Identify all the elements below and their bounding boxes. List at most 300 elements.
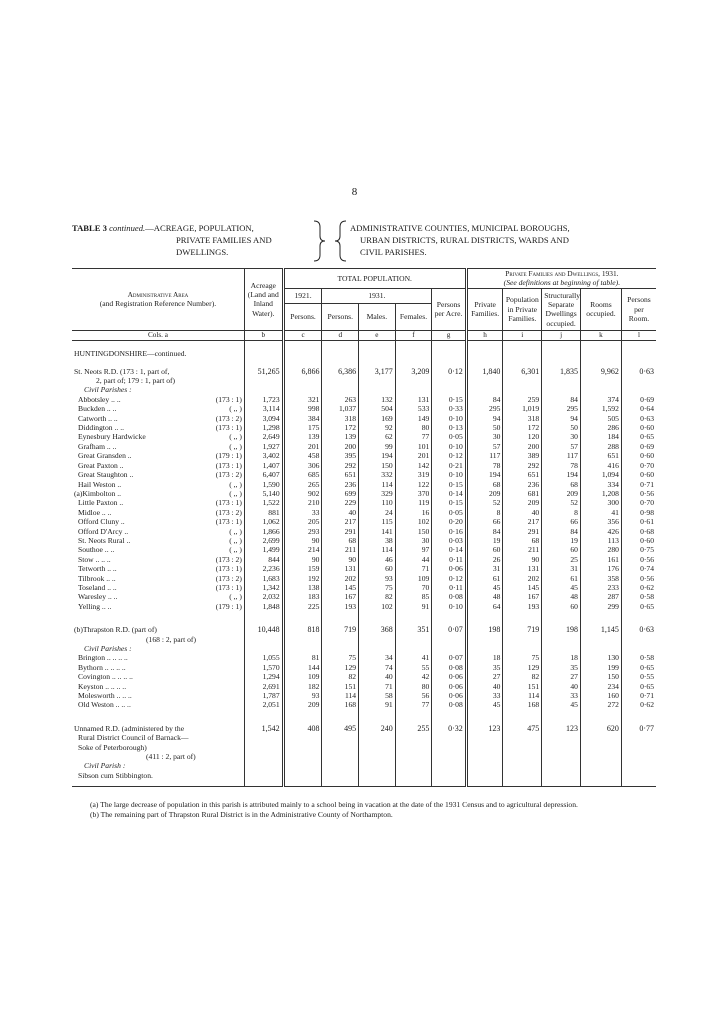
cell: 44 <box>395 555 432 564</box>
cell: 159 <box>283 564 322 573</box>
cell: 64 <box>466 602 503 611</box>
cell: 844 <box>244 555 283 564</box>
cell: 38 <box>359 536 396 545</box>
cell: 292 <box>503 461 542 470</box>
parish-row <box>72 682 656 691</box>
cell: 176 <box>580 564 621 573</box>
cell: 35 <box>466 663 503 672</box>
cell: 84 <box>466 395 503 404</box>
unnamed-row2 <box>72 733 656 742</box>
cell: 129 <box>503 663 542 672</box>
cell: 19 <box>542 536 581 545</box>
parish-name-cell <box>72 672 244 681</box>
cell: 0·61 <box>621 517 656 526</box>
cell: 0·60 <box>621 451 656 460</box>
registration-ref: ( ,, ) <box>229 479 242 489</box>
parish-name-cell <box>72 682 244 691</box>
header-pop-in-pf: Population in Private Families. <box>503 288 542 330</box>
col-i: i <box>503 330 542 340</box>
cell: 229 <box>322 498 359 507</box>
cell: 130 <box>580 653 621 662</box>
cell: 200 <box>322 442 359 451</box>
header-females: Females. <box>395 303 432 330</box>
parish-row <box>72 451 656 460</box>
cell: 389 <box>503 451 542 460</box>
cell: 0·69 <box>621 395 656 404</box>
cell: 0·08 <box>432 700 466 709</box>
col-k: k <box>580 330 621 340</box>
cell: 141 <box>359 527 396 536</box>
footnote-b: (b) The remaining part of Thrapston Rural District is in the Administrative County of Northampton. <box>90 810 393 819</box>
cell: 34 <box>359 653 396 662</box>
leader-dots: .. .. <box>109 394 121 404</box>
st-neots-parishes-label-row <box>72 385 656 394</box>
registration-ref: ( ,, ) <box>229 404 242 414</box>
cell: 84 <box>466 527 503 536</box>
cell: 40 <box>503 508 542 517</box>
cell: 300 <box>580 498 621 507</box>
cell: 202 <box>322 574 359 583</box>
parish-name: Brington <box>78 653 106 663</box>
header-area-line1: Administrative Area <box>127 290 189 299</box>
cell: 351 <box>395 625 432 634</box>
parish-name: Bythorn <box>78 662 103 672</box>
cell: 0·56 <box>621 555 656 564</box>
unnamed-line4: (411 : 2, part of) <box>146 752 196 762</box>
cell: 719 <box>322 625 359 634</box>
parish-row <box>72 564 656 573</box>
cell: 358 <box>580 574 621 583</box>
registration-ref: ( ,, ) <box>229 488 242 498</box>
cell: 3,114 <box>244 404 283 413</box>
cell: 114 <box>322 691 359 700</box>
cell: 168 <box>503 700 542 709</box>
cell: 318 <box>503 414 542 423</box>
cell: 78 <box>466 461 503 470</box>
cell: 61 <box>542 574 581 583</box>
cell: 329 <box>359 489 396 498</box>
cell: 109 <box>283 672 322 681</box>
cell: 60 <box>466 545 503 554</box>
cell: 58 <box>359 691 396 700</box>
parish-name: Great Gransden <box>78 451 126 461</box>
cell: 217 <box>503 517 542 526</box>
cell: 94 <box>466 414 503 423</box>
unnamed-row4 <box>72 752 656 761</box>
cell: 18 <box>542 653 581 662</box>
cell: 0·06 <box>432 672 466 681</box>
cell: 319 <box>395 470 432 479</box>
cell: 2,236 <box>244 564 283 573</box>
cell: 0·12 <box>432 451 466 460</box>
cell: 161 <box>580 555 621 564</box>
unnamed-parish: Sibson cum Stibbington. <box>78 770 153 780</box>
parish-row <box>72 395 656 404</box>
footnotes <box>90 800 660 820</box>
registration-ref: (173 : 2) <box>215 573 242 583</box>
registration-ref: (173 : 1) <box>215 394 242 404</box>
cell: 33 <box>466 691 503 700</box>
unnamed-row5 <box>72 761 656 770</box>
cell: 42 <box>395 672 432 681</box>
cell: 160 <box>580 691 621 700</box>
cell: 0·10 <box>432 470 466 479</box>
cell: 117 <box>466 451 503 460</box>
cell: 395 <box>322 451 359 460</box>
cell: 193 <box>322 602 359 611</box>
parish-name-cell <box>72 555 244 564</box>
cell: 533 <box>395 404 432 413</box>
cell: 259 <box>503 395 542 404</box>
parish-name-cell <box>72 691 244 700</box>
cell: 374 <box>580 395 621 404</box>
county-heading: HUNTINGDONSHIRE—continued. <box>74 349 187 359</box>
cell: 1,866 <box>244 527 283 536</box>
cell: 75 <box>359 583 396 592</box>
cell: 0·12 <box>432 367 466 376</box>
leader-dots: .. .. <box>105 441 117 451</box>
cell: 172 <box>322 423 359 432</box>
cell: 52 <box>466 498 503 507</box>
parish-row <box>72 461 656 470</box>
cell: 426 <box>580 527 621 536</box>
cell: 0·71 <box>621 480 656 489</box>
cell: 71 <box>395 564 432 573</box>
cell: 41 <box>395 653 432 662</box>
registration-ref: (173 : 1) <box>215 460 242 470</box>
header-private-families <box>466 269 656 289</box>
cell: 62 <box>359 432 396 441</box>
parish-row <box>72 653 656 662</box>
cell: 0·64 <box>621 404 656 413</box>
cell: 84 <box>542 395 581 404</box>
parish-name-cell <box>72 480 244 489</box>
cell: 0·08 <box>432 663 466 672</box>
header-1931: 1931. <box>322 288 432 303</box>
cell: 149 <box>395 414 432 423</box>
unnamed-row6 <box>72 771 656 780</box>
cell: 0·08 <box>432 592 466 601</box>
cell: 0·07 <box>432 625 466 634</box>
cell: 902 <box>283 489 322 498</box>
cell: 681 <box>503 489 542 498</box>
parish-name-cell <box>72 700 244 709</box>
cell: 77 <box>395 700 432 709</box>
cell: 81 <box>283 653 322 662</box>
cell: 1,019 <box>503 404 542 413</box>
cell: 92 <box>359 423 396 432</box>
cell: 40 <box>322 508 359 517</box>
cell: 299 <box>580 602 621 611</box>
cell: 40 <box>542 682 581 691</box>
leader-dots: .. <box>124 535 131 545</box>
cell: 3,094 <box>244 414 283 423</box>
st-neots-name-line2: 2, part of; 179 : 1, part of) <box>96 376 176 386</box>
cell: 0·11 <box>432 583 466 592</box>
cell: 0·05 <box>432 432 466 441</box>
cell: 1,037 <box>322 404 359 413</box>
header-pf: Private Families. <box>466 288 503 330</box>
cell: 0·16 <box>432 527 466 536</box>
cell: 1,294 <box>244 672 283 681</box>
cell: 10,448 <box>244 625 283 634</box>
cell: 68 <box>542 480 581 489</box>
cell: 1,062 <box>244 517 283 526</box>
cell: 2,699 <box>244 536 283 545</box>
cell: 0·15 <box>432 480 466 489</box>
cell: 139 <box>283 432 322 441</box>
cell: 288 <box>580 442 621 451</box>
cell: 0·07 <box>432 653 466 662</box>
cell: 85 <box>395 592 432 601</box>
cell: 139 <box>322 432 359 441</box>
cell: 211 <box>322 545 359 554</box>
cell: 0·15 <box>432 498 466 507</box>
cell: 0·65 <box>621 432 656 441</box>
cell: 3,209 <box>395 367 432 376</box>
parish-row <box>72 489 656 498</box>
cell: 91 <box>359 700 396 709</box>
cell: 201 <box>395 451 432 460</box>
header-persons-1921: Persons. <box>283 303 322 330</box>
cell: 0·62 <box>621 583 656 592</box>
parish-row <box>72 498 656 507</box>
cell: 168 <box>322 700 359 709</box>
leader-dots: .. .. <box>104 573 116 583</box>
cell: 41 <box>580 508 621 517</box>
cell: 205 <box>283 517 322 526</box>
cell: 90 <box>283 555 322 564</box>
cell: 225 <box>283 602 322 611</box>
registration-ref: (173 : 2) <box>215 470 242 480</box>
parish-name-cell <box>72 602 244 611</box>
cell: 9,962 <box>580 367 621 376</box>
cell: 30 <box>395 536 432 545</box>
cell: 50 <box>542 423 581 432</box>
cell: 198 <box>542 625 581 634</box>
cell: 0·74 <box>621 564 656 573</box>
parish-row <box>72 404 656 413</box>
parish-name-cell <box>72 545 244 554</box>
title-left-text1: —ACREAGE, POPULATION, <box>145 223 254 233</box>
col-a: Cols. a <box>72 330 244 340</box>
cell: 183 <box>283 592 322 601</box>
cell: 31 <box>466 564 503 573</box>
col-h: h <box>466 330 503 340</box>
cell: 175 <box>283 423 322 432</box>
cell: 0·32 <box>432 724 466 733</box>
end-row <box>72 780 656 787</box>
cell: 97 <box>395 545 432 554</box>
thrapston-name-line2: (168 : 2, part of) <box>146 634 196 644</box>
parish-name-cell <box>72 498 244 507</box>
thrapston-name-row2 <box>72 635 656 644</box>
title-brace <box>312 218 348 264</box>
parish-name-cell <box>72 442 244 451</box>
st-neots-civil-parishes-label: Civil Parishes : <box>84 385 132 395</box>
parish-name: (a)Kimbolton <box>74 488 116 498</box>
leader-dots: .. <box>115 488 122 498</box>
cell: 2,032 <box>244 592 283 601</box>
cell: 60 <box>542 602 581 611</box>
cell: 1,094 <box>580 470 621 479</box>
cell: 255 <box>395 724 432 733</box>
cell: 114 <box>503 691 542 700</box>
cell: 123 <box>466 724 503 733</box>
cell: 194 <box>466 470 503 479</box>
parish-name: Midloe <box>78 507 100 517</box>
parish-name: Tetworth <box>78 564 106 574</box>
cell: 57 <box>466 442 503 451</box>
cell: 209 <box>503 498 542 507</box>
cell: 295 <box>542 404 581 413</box>
parish-row <box>72 663 656 672</box>
parish-name: Keyston <box>78 681 104 691</box>
parish-row <box>72 423 656 432</box>
cell: 292 <box>322 461 359 470</box>
header-area-line2: (and Registration Reference Number). <box>99 299 217 309</box>
cell: 233 <box>580 583 621 592</box>
col-l: l <box>621 330 656 340</box>
cell: 0·65 <box>621 663 656 672</box>
parish-name: Hail Weston <box>78 479 116 489</box>
leader-dots: .. .. <box>106 592 118 602</box>
cell: 1,840 <box>466 367 503 376</box>
cell: 0·06 <box>432 691 466 700</box>
cell: 114 <box>359 480 396 489</box>
parish-name: Little Paxton <box>78 498 118 508</box>
cell: 150 <box>395 527 432 536</box>
cell: 0·06 <box>432 564 466 573</box>
cell: 0·14 <box>432 489 466 498</box>
parish-name-cell <box>72 432 244 441</box>
cell: 998 <box>283 404 322 413</box>
cell: 117 <box>542 451 581 460</box>
cell: 8 <box>466 508 503 517</box>
parish-name-cell <box>72 489 244 498</box>
cell: 6,301 <box>503 367 542 376</box>
cell: 0·55 <box>621 672 656 681</box>
cell: 0·33 <box>432 404 466 413</box>
parish-name: Great Paxton <box>78 460 118 470</box>
cell: 286 <box>580 423 621 432</box>
title-left-line3: DWELLINGS. <box>176 247 229 257</box>
cell: 167 <box>322 592 359 601</box>
header-area <box>72 269 244 331</box>
cell: 66 <box>542 517 581 526</box>
cell: 0·70 <box>621 498 656 507</box>
thrapston-total-row <box>72 625 656 634</box>
cell: 99 <box>359 442 396 451</box>
registration-ref: (173 : 1) <box>215 582 242 592</box>
cell: 30 <box>542 432 581 441</box>
cell: 194 <box>359 451 396 460</box>
col-b: b <box>244 330 283 340</box>
cell: 115 <box>359 517 396 526</box>
header-persons-1931: Persons. <box>322 303 359 330</box>
cell: 6,407 <box>244 470 283 479</box>
thrapston-parishes-label-row <box>72 644 656 653</box>
cell: 0·13 <box>432 423 466 432</box>
registration-ref: (173 : 1) <box>215 498 242 508</box>
header-acreage: Acreage (Land and Inland Water). <box>244 269 283 331</box>
cell: 0·60 <box>621 423 656 432</box>
leader-dots: .. .. .. <box>113 700 131 710</box>
cell: 30 <box>466 432 503 441</box>
leader-dots: .. .. <box>102 545 115 555</box>
cell: 60 <box>359 564 396 573</box>
cell: 818 <box>283 625 322 634</box>
leader-dots: .. .. <box>105 404 117 414</box>
cell: 0·56 <box>621 489 656 498</box>
cell: 384 <box>283 414 322 423</box>
cell: 1,342 <box>244 583 283 592</box>
registration-ref: ( ,, ) <box>229 545 242 555</box>
cell: 8 <box>542 508 581 517</box>
leader-dots: .. <box>117 498 124 508</box>
registration-ref: (173 : 1) <box>215 517 242 527</box>
registration-ref: (173 : 1) <box>215 423 242 433</box>
spacer-row <box>72 710 656 724</box>
cell: 295 <box>466 404 503 413</box>
cell: 172 <box>503 423 542 432</box>
parish-name: Covington <box>78 672 111 682</box>
cell: 1,208 <box>580 489 621 498</box>
cell: 151 <box>322 682 359 691</box>
cell: 0·63 <box>621 367 656 376</box>
cell: 1,542 <box>244 724 283 733</box>
title-left-line1 <box>72 222 312 234</box>
parish-name: Stow .. <box>78 554 100 564</box>
parish-name-cell <box>72 592 244 601</box>
parish-name: Offord Cluny <box>78 517 119 527</box>
table-title <box>72 218 658 264</box>
cell: 151 <box>503 682 542 691</box>
header-persons-per-acre: Persons per Acre. <box>432 288 466 330</box>
col-g: g <box>432 330 466 340</box>
parish-name-cell <box>72 414 244 423</box>
cell: 167 <box>503 592 542 601</box>
cell: 0·68 <box>621 527 656 536</box>
cell: 45 <box>466 583 503 592</box>
registration-ref: (173 : 2) <box>215 413 242 423</box>
cell: 368 <box>359 625 396 634</box>
cell: 0·75 <box>621 545 656 554</box>
cell: 209 <box>542 489 581 498</box>
unnamed-line3: Soke of Peterborough) <box>78 742 147 752</box>
parish-row <box>72 414 656 423</box>
parish-name-cell <box>72 564 244 573</box>
cell: 80 <box>395 423 432 432</box>
cell: 16 <box>395 508 432 517</box>
parish-name: Great Staughton <box>78 470 128 480</box>
cell: 194 <box>542 470 581 479</box>
parish-name-cell <box>72 461 244 470</box>
cell: 0·11 <box>432 555 466 564</box>
title-left-line2: PRIVATE FAMILIES AND <box>176 235 272 245</box>
cell: 48 <box>466 592 503 601</box>
cell: 90 <box>322 555 359 564</box>
cell: 55 <box>395 663 432 672</box>
parish-row <box>72 592 656 601</box>
cell: 0·58 <box>621 592 656 601</box>
cell: 51,265 <box>244 367 283 376</box>
parish-name: Southoe <box>78 545 103 555</box>
cell: 46 <box>359 555 396 564</box>
parish-name: Diddington <box>78 423 113 433</box>
cell: 209 <box>466 489 503 498</box>
cell: 193 <box>503 602 542 611</box>
